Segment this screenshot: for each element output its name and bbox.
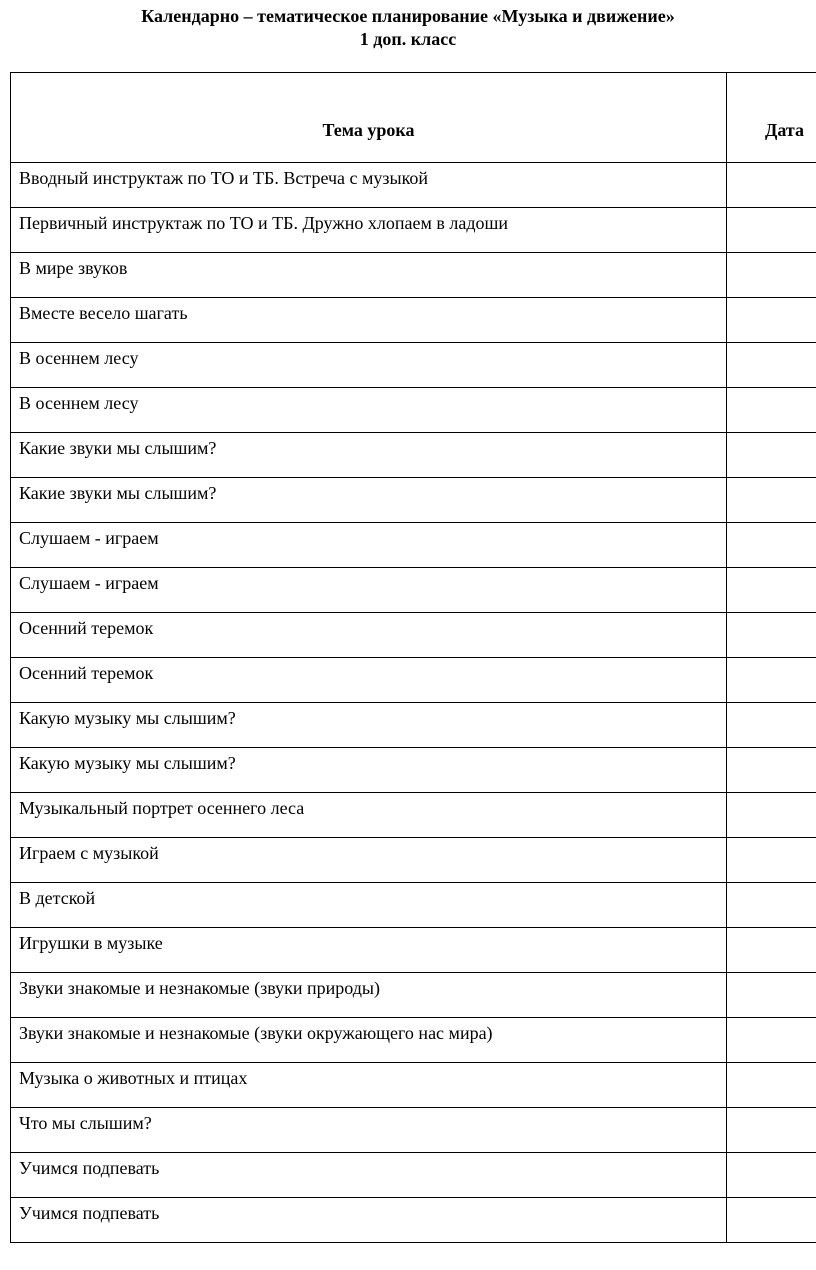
lesson-topic-cell: Первичный инструктаж по ТО и ТБ. Дружно хлопаем в ладоши <box>11 208 727 253</box>
column-header-date: Дата <box>727 73 816 163</box>
lesson-date-cell <box>727 1063 816 1108</box>
table-row <box>11 568 816 613</box>
lesson-date-cell <box>727 1018 816 1063</box>
table-row <box>11 298 816 343</box>
lesson-topic-cell: Слушаем - играем <box>11 568 727 613</box>
lesson-topic-cell: В осеннем лесу <box>11 343 727 388</box>
lesson-topic-cell: Учимся подпевать <box>11 1198 727 1243</box>
lesson-topic-cell: Что мы слышим? <box>11 1108 727 1153</box>
lesson-date-cell <box>727 613 816 658</box>
table-row <box>11 613 816 658</box>
lesson-topic-cell: Осенний теремок <box>11 613 727 658</box>
lesson-topic-cell: В осеннем лесу <box>11 388 727 433</box>
lesson-date-cell <box>727 883 816 928</box>
lesson-topic-cell: Звуки знакомые и незнакомые (звуки окружающего нас мира) <box>11 1018 727 1063</box>
lesson-date-cell <box>727 523 816 568</box>
lesson-date-cell <box>727 658 816 703</box>
lesson-date-cell <box>727 748 816 793</box>
lesson-topic-cell: Какую музыку мы слышим? <box>11 748 727 793</box>
table-row <box>11 1198 816 1243</box>
table-row <box>11 478 816 523</box>
table-row <box>11 658 816 703</box>
lesson-topic-cell: Вводный инструктаж по ТО и ТБ. Встреча с музыкой <box>11 163 727 208</box>
column-header-topic: Тема урока <box>11 73 727 163</box>
table-row <box>11 523 816 568</box>
lesson-topic-cell: Музыка о животных и птицах <box>11 1063 727 1108</box>
table-row <box>11 928 816 973</box>
lesson-date-cell <box>727 928 816 973</box>
lesson-plan-table-wrapper <box>10 72 816 1243</box>
lesson-date-cell <box>727 793 816 838</box>
lesson-date-cell <box>727 1153 816 1198</box>
table-row <box>11 1018 816 1063</box>
lesson-topic-cell: Учимся подпевать <box>11 1153 727 1198</box>
lesson-date-cell <box>727 478 816 523</box>
lesson-topic-cell: В мире звуков <box>11 253 727 298</box>
lesson-topic-cell: Осенний теремок <box>11 658 727 703</box>
table-body <box>11 163 816 1243</box>
table-row <box>11 748 816 793</box>
lesson-topic-cell: Вместе весело шагать <box>11 298 727 343</box>
lesson-date-cell <box>727 568 816 613</box>
lesson-topic-cell: Играем с музыкой <box>11 838 727 883</box>
lesson-date-cell <box>727 433 816 478</box>
table-row <box>11 253 816 298</box>
table-row <box>11 433 816 478</box>
table-row <box>11 1108 816 1153</box>
lesson-topic-cell: Музыкальный портрет осеннего леса <box>11 793 727 838</box>
lesson-topic-cell: Игрушки в музыке <box>11 928 727 973</box>
lesson-date-cell <box>727 163 816 208</box>
lesson-date-cell <box>727 298 816 343</box>
lesson-topic-cell: В детской <box>11 883 727 928</box>
document-subtitle: 1 доп. класс <box>359 29 457 49</box>
lesson-date-cell <box>727 208 816 253</box>
lesson-date-cell <box>727 973 816 1018</box>
lesson-date-cell <box>727 1198 816 1243</box>
table-row <box>11 1063 816 1108</box>
lesson-topic-cell: Какую музыку мы слышим? <box>11 703 727 748</box>
table-row <box>11 388 816 433</box>
lesson-topic-cell: Звуки знакомые и незнакомые (звуки природы) <box>11 973 727 1018</box>
lesson-plan-table <box>10 72 816 1243</box>
table-header-row <box>11 73 816 163</box>
lesson-topic-cell: Какие звуки мы слышим? <box>11 433 727 478</box>
table-row <box>11 973 816 1018</box>
lesson-date-cell <box>727 838 816 883</box>
table-row <box>11 883 816 928</box>
table-row <box>11 793 816 838</box>
table-row <box>11 1153 816 1198</box>
lesson-date-cell <box>727 1108 816 1153</box>
lesson-date-cell <box>727 343 816 388</box>
table-row <box>11 838 816 883</box>
document-title: Календарно – тематическое планирование «Музыка и движение» <box>141 6 675 26</box>
lesson-date-cell <box>727 703 816 748</box>
table-row <box>11 208 816 253</box>
table-row <box>11 163 816 208</box>
lesson-topic-cell: Какие звуки мы слышим? <box>11 478 727 523</box>
lesson-date-cell <box>727 253 816 298</box>
table-row <box>11 703 816 748</box>
table-row <box>11 343 816 388</box>
lesson-date-cell <box>727 388 816 433</box>
lesson-topic-cell: Слушаем - играем <box>11 523 727 568</box>
